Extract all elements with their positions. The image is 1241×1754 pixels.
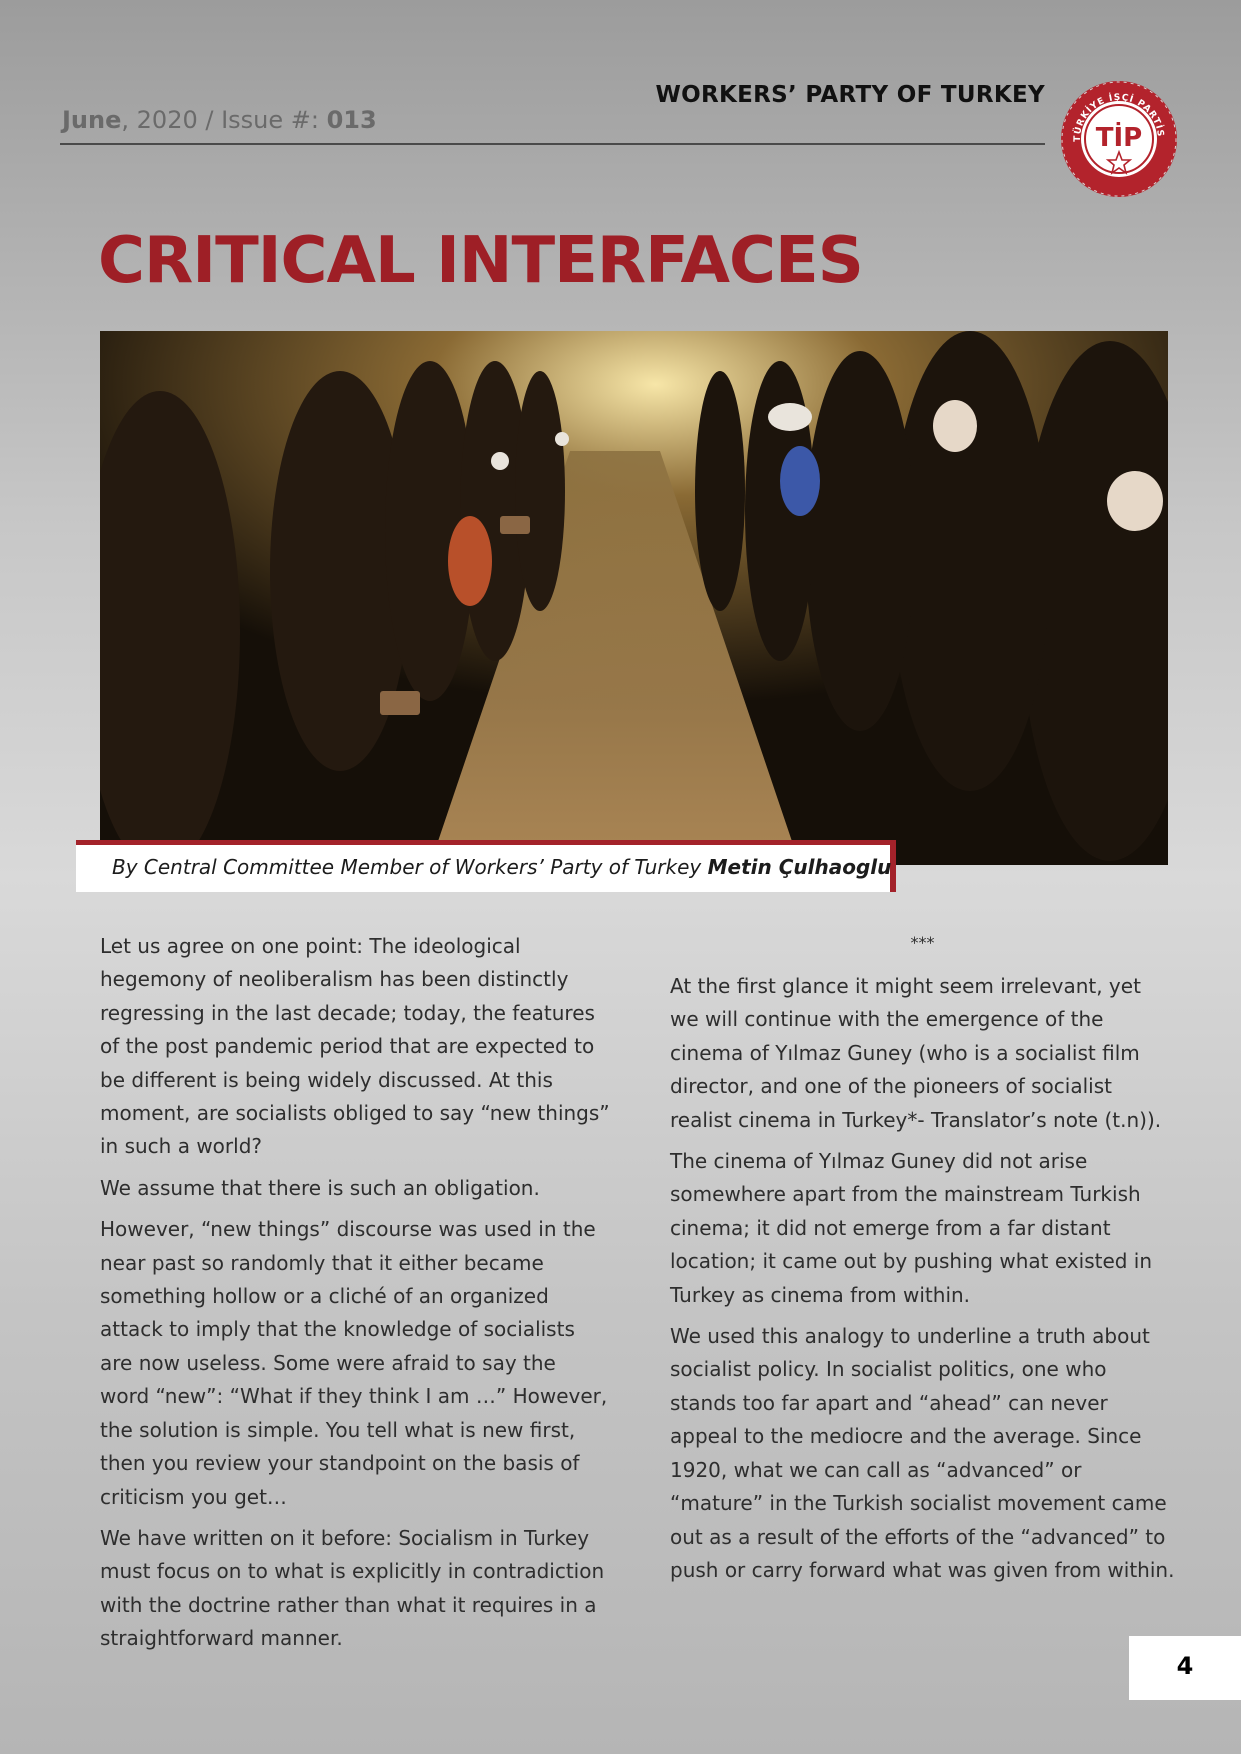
page-number: 4 bbox=[1176, 1652, 1194, 1680]
tip-party-emblem-icon bbox=[1058, 78, 1180, 200]
paragraph: However, “new things” discourse was used in the near past so randomly that it either became something hollow or a cliché of an organized attack to imply that the knowledge of socialists are now useless. Some were afraid to say the word “new”: “What if they think I am …” However, the solution is simple. You tell what is new first, then you review your standpoint on the basis of criticism you get… bbox=[100, 1217, 608, 1509]
emblem-ring-text: TÜRKİYE İŞÇİ PARTİS bbox=[1072, 92, 1166, 142]
paragraph: We assume that there is such an obligation. bbox=[100, 1175, 540, 1200]
article-byline bbox=[112, 855, 891, 879]
issue-date-rest: , 2020 / Issue #: bbox=[121, 106, 327, 134]
article-left-column bbox=[100, 930, 610, 1664]
protest-photo bbox=[100, 331, 1168, 865]
issue-number: 013 bbox=[326, 106, 377, 134]
paragraph: We used this analogy to underline a truth about socialist policy. In socialist politics, one who stands too far apart and “ahead” can never appeal to the mediocre and the average. Since 1920, what we can call as “advanced” or “mature” in the Turkish socialist movement came out as a result of the efforts of the “advanced” to push or carry forward what was given from within. bbox=[670, 1324, 1175, 1582]
byline-author: Metin Çulhaoglu bbox=[707, 855, 892, 879]
header-divider bbox=[60, 143, 1045, 145]
issue-month: June bbox=[62, 106, 122, 134]
article-title: CRITICAL INTERFACES bbox=[98, 224, 863, 298]
emblem-center-text: TİP bbox=[1095, 123, 1143, 153]
paragraph: At the first glance it might seem irrelevant, yet we will continue with the emergence of the cinema of Yılmaz Guney (who is a socialist film director, and one of the pioneers of socialist realist cinema in Turkey*- Translator’s note (t.n)). bbox=[670, 974, 1162, 1132]
page-number-box bbox=[1129, 1636, 1241, 1700]
paragraph: Let us agree on one point: The ideological hegemony of neoliberalism has been distinctly regressing in the last decade; today, the features of the post pandemic period that are expected to be different is being widely discussed. At this moment, are socialists obliged to say “new things” in such a world? bbox=[100, 934, 610, 1159]
byline-box bbox=[76, 840, 896, 892]
section-separator: *** bbox=[910, 933, 935, 952]
article-right-column bbox=[670, 930, 1175, 1595]
paragraph: We have written on it before: Socialism in Turkey must focus on to what is explicitly in contradiction with the doctrine rather than what it requires in a straightforward manner. bbox=[100, 1525, 605, 1651]
issue-dateline bbox=[62, 106, 377, 134]
paragraph: The cinema of Yılmaz Guney did not arise somewhere apart from the mainstream Turkish cinema; it did not emerge from a far distant location; it came out by pushing what existed in Turkey as cinema from within. bbox=[670, 1149, 1153, 1307]
byline-prefix: By Central Committee Member of Workers’ Party of Turkey bbox=[112, 855, 708, 879]
organization-name: WORKERS’ PARTY OF TURKEY bbox=[655, 82, 1045, 108]
